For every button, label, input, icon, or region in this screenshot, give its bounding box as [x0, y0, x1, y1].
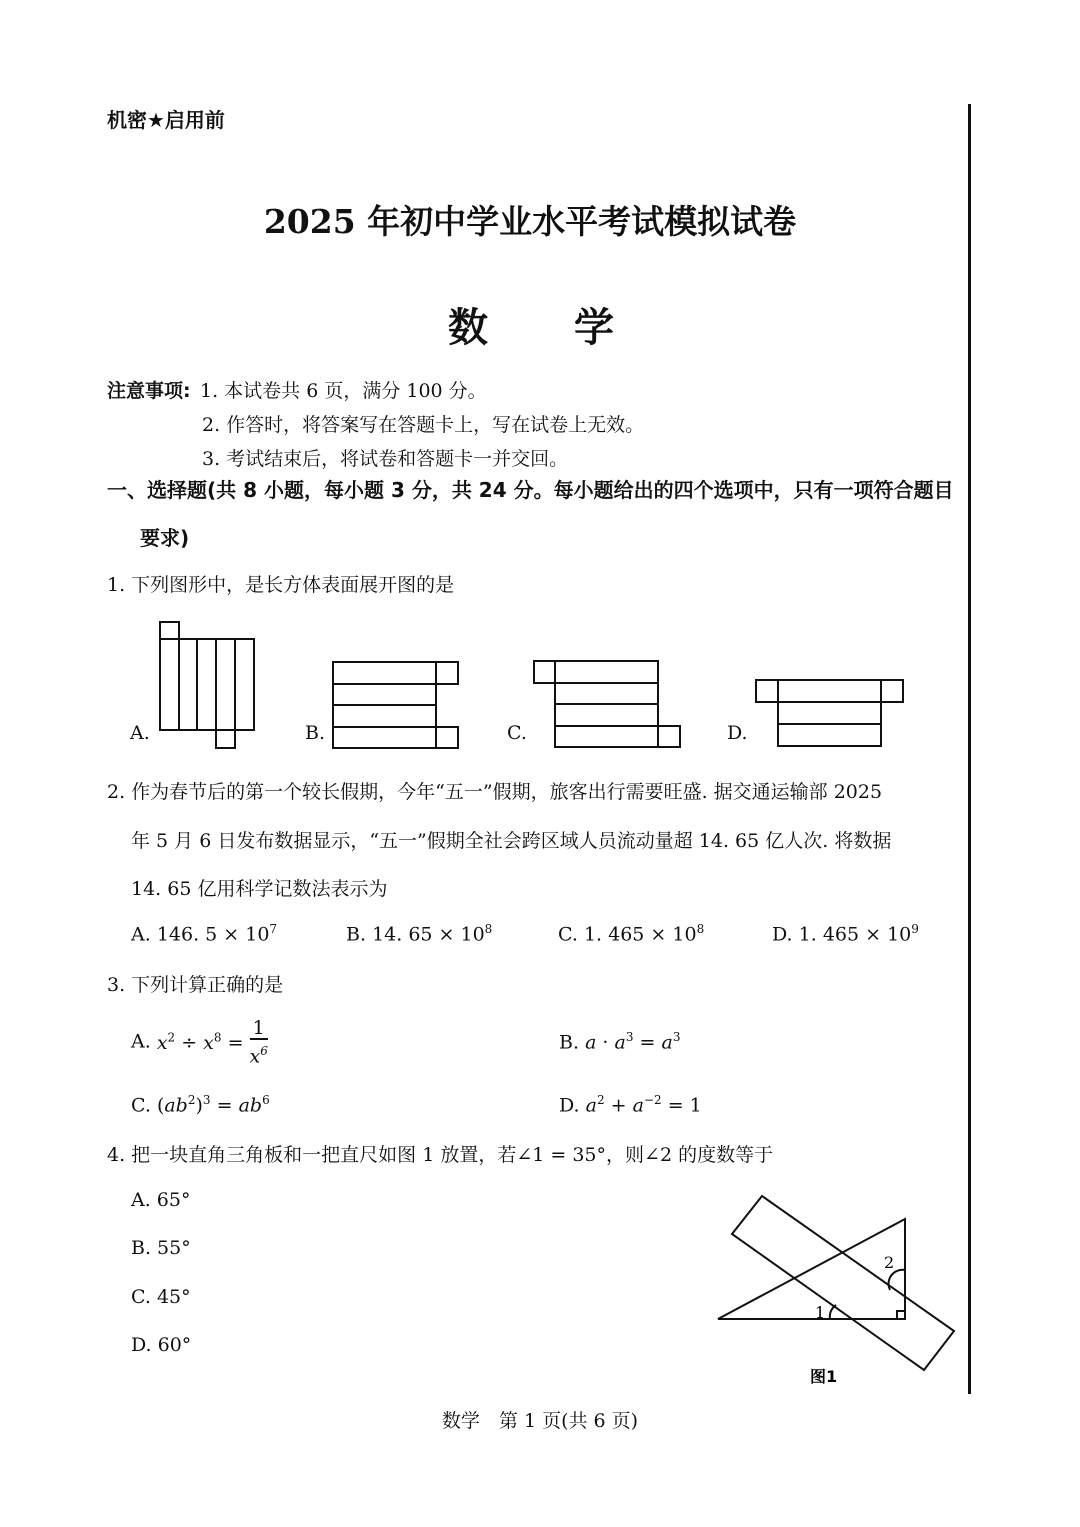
- figure-caption: 图1: [810, 1367, 838, 1386]
- margin-divider-line: [968, 104, 971, 1394]
- question-4-stem: 4. 把一块直角三角板和一把直尺如图 1 放置，若∠1 = 35°，则∠2 的度数等于: [107, 1144, 774, 1166]
- page-footer: 数学 第 1 页(共 6 页): [441, 1410, 639, 1432]
- q4-option-a: A. 65°: [131, 1189, 191, 1211]
- note-item-2: 2. 作答时，将答案写在答题卡上，写在试卷上无效。: [202, 414, 645, 436]
- angle-1-label: 1: [815, 1303, 826, 1322]
- subject-char-1: 数: [448, 305, 488, 351]
- ruler-shape: [732, 1196, 954, 1370]
- net-b-diagram: [333, 662, 458, 748]
- triangle-shape: [718, 1219, 905, 1319]
- section-heading: 一、选择题(共 8 小题，每小题 3 分，共 24 分。每小题给出的四个选项中，只有一项符合题目: [107, 478, 954, 502]
- net-a-diagram: [160, 622, 254, 748]
- q2-option-a: A. 146. $5 \times 10^7$: [131, 922, 278, 946]
- confidential-mark: 机密★启用前: [107, 108, 225, 132]
- q3-option-d: D. $a^2 + a^{-2} = 1$: [559, 1093, 702, 1117]
- q2-option-b: B. 14. $65 \times 10^8$: [346, 922, 493, 946]
- q3-option-c: C. $(ab^2)^3 = ab^6$: [131, 1093, 270, 1117]
- q4-option-b: B. 55°: [131, 1237, 191, 1259]
- q2-option-c: C. 1. $465 \times 10^8$: [558, 922, 705, 946]
- q1-option-b-label: B.: [305, 722, 326, 744]
- question-3-stem: 3. 下列计算正确的是: [107, 974, 284, 996]
- net-c-diagram: [534, 661, 680, 747]
- question-2-stem-line-2: 年 5 月 6 日发布数据显示，“五一”假期全社会跨区域人员流动量超 14. 65 亿人次. 将数据: [131, 830, 892, 852]
- subject-title: [448, 296, 614, 353]
- note-item-1: 1. 本试卷共 6 页，满分 100 分。: [200, 380, 487, 402]
- q3-option-b: B. $a \cdot a^3 = a^3$: [559, 1030, 681, 1054]
- net-d-diagram: [756, 680, 903, 746]
- question-2-stem-line-1: 2. 作为春节后的第一个较长假期，今年“五一”假期，旅客出行需要旺盛. 据交通运输部 2025: [107, 781, 883, 803]
- q2-option-d: D. 1. $465 \times 10^9$: [772, 922, 919, 946]
- q1-option-c-label: C.: [507, 722, 527, 744]
- q3-option-a: A. $x^2 \div x^8$ = $\frac{1}{x^6}$: [131, 1017, 268, 1068]
- q4-option-c: C. 45°: [131, 1286, 191, 1308]
- note-item-3: 3. 考试结束后，将试卷和答题卡一并交回。: [202, 448, 569, 470]
- q1-option-d-label: D.: [727, 722, 748, 744]
- angle-2-label: 2: [884, 1253, 895, 1272]
- notes-label: 注意事项:: [107, 380, 191, 402]
- q1-option-a-label: A.: [130, 722, 150, 744]
- question-2-stem-line-3: 14. 65 亿用科学记数法表示为: [131, 878, 388, 900]
- q4-option-d: D. 60°: [131, 1334, 192, 1356]
- question-1-stem: 1. 下列图形中，是长方体表面展开图的是: [107, 574, 455, 596]
- exam-title: 2025 年初中学业水平考试模拟试卷: [263, 202, 797, 241]
- subject-char-2: 学: [574, 305, 614, 351]
- section-heading-cont: 要求): [140, 526, 190, 550]
